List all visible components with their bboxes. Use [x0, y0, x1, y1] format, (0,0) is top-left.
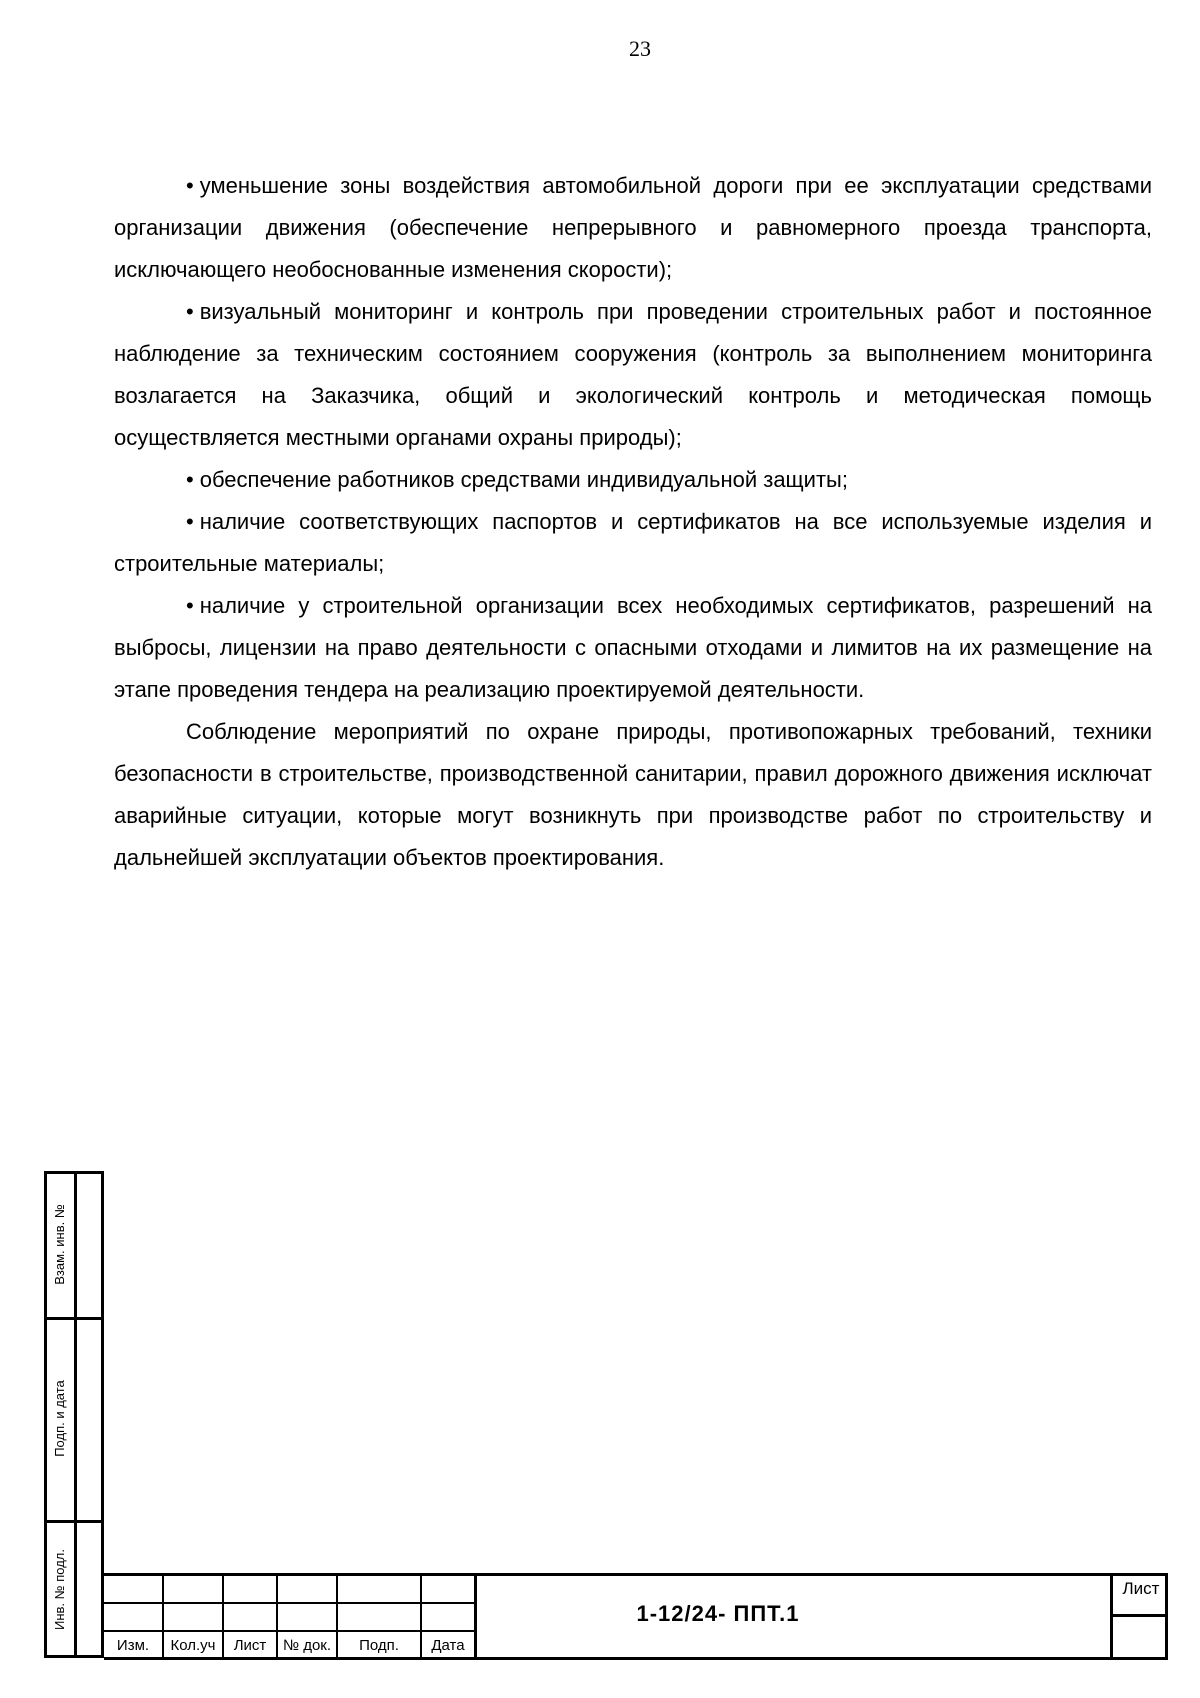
- podp-data-label: Подп. и дата: [51, 1380, 67, 1457]
- paragraph-text: Соблюдение мероприятий по охране природы, противопожарных требований, техники безопасности в строительстве, производственной санитарии, правил дорожного движения исключат аварийные ситуации, которые могут возникнуть при производстве работ по строительству и дальнейшей эксплуатации объектов проектирования.: [114, 719, 1152, 870]
- title-block-row-line: [104, 1630, 474, 1632]
- inv-podl-cell: [44, 1520, 74, 1658]
- doc-number-label: № док.: [282, 1637, 332, 1654]
- paragraph: [114, 459, 1152, 501]
- title-block-row-line: [104, 1602, 474, 1604]
- paragraph-text: уменьшение зоны воздействия автомобильной дороги при ее эксплуатации средствами организации движения (обеспечение непрерывного и равномерного проезда транспорта, исключающего необоснованные изменения скорости);: [114, 173, 1152, 282]
- bullet-icon: •: [186, 509, 194, 534]
- podp-label: Подп.: [359, 1637, 399, 1654]
- side-stamp: [44, 1171, 104, 1658]
- sheet-label: Лист: [1122, 1579, 1160, 1598]
- list-label: Лист: [233, 1637, 267, 1654]
- izm-label: Изм.: [116, 1637, 150, 1654]
- vzam-inv-label: Взам. инв. №: [51, 1203, 67, 1285]
- paragraph-text: наличие у строительной организации всех необходимых сертификатов, разрешений на выбросы, лицензии на право деятельности с опасными отходами и лимитов на их размещение на этапе проведения тендера на реализацию проектируемой деятельности.: [114, 593, 1152, 702]
- document-code: 1-12/24- ППТ.1: [636, 1601, 800, 1626]
- body-text: [114, 165, 1152, 879]
- paragraph: [114, 711, 1152, 879]
- paragraph-text: обеспечение работников средствами индивидуальной защиты;: [199, 467, 848, 492]
- paragraph-text: наличие соответствующих паспортов и сертификатов на все используемые изделия и строительные материалы;: [114, 509, 1152, 576]
- bullet-icon: •: [186, 593, 194, 618]
- data-label: Дата: [431, 1637, 465, 1654]
- bullet-icon: •: [186, 299, 194, 324]
- title-block-row-line: [1110, 1614, 1168, 1617]
- kol-uch-label: Кол.уч: [170, 1637, 216, 1654]
- paragraph: [114, 585, 1152, 711]
- bullet-icon: •: [186, 173, 194, 198]
- paragraph: [114, 165, 1152, 291]
- paragraph: [114, 291, 1152, 459]
- page-number: 23: [629, 36, 651, 61]
- vzam-inv-cell: [44, 1171, 74, 1317]
- paragraph-text: визуальный мониторинг и контроль при проведении строительных работ и постоянное наблюдение за техническим состоянием сооружения (контроль за выполнением мониторинга возлагается на Заказчика, общий и экологический контроль и методическая помощь осуществляется местными органами охраны природы);: [114, 299, 1152, 450]
- bullet-icon: •: [186, 467, 194, 492]
- title-block: [104, 1573, 1168, 1660]
- podp-data-cell: [44, 1317, 74, 1520]
- inv-podl-label: Инв. № подл.: [51, 1548, 67, 1630]
- side-stamp-divider: [74, 1171, 77, 1658]
- paragraph: [114, 501, 1152, 585]
